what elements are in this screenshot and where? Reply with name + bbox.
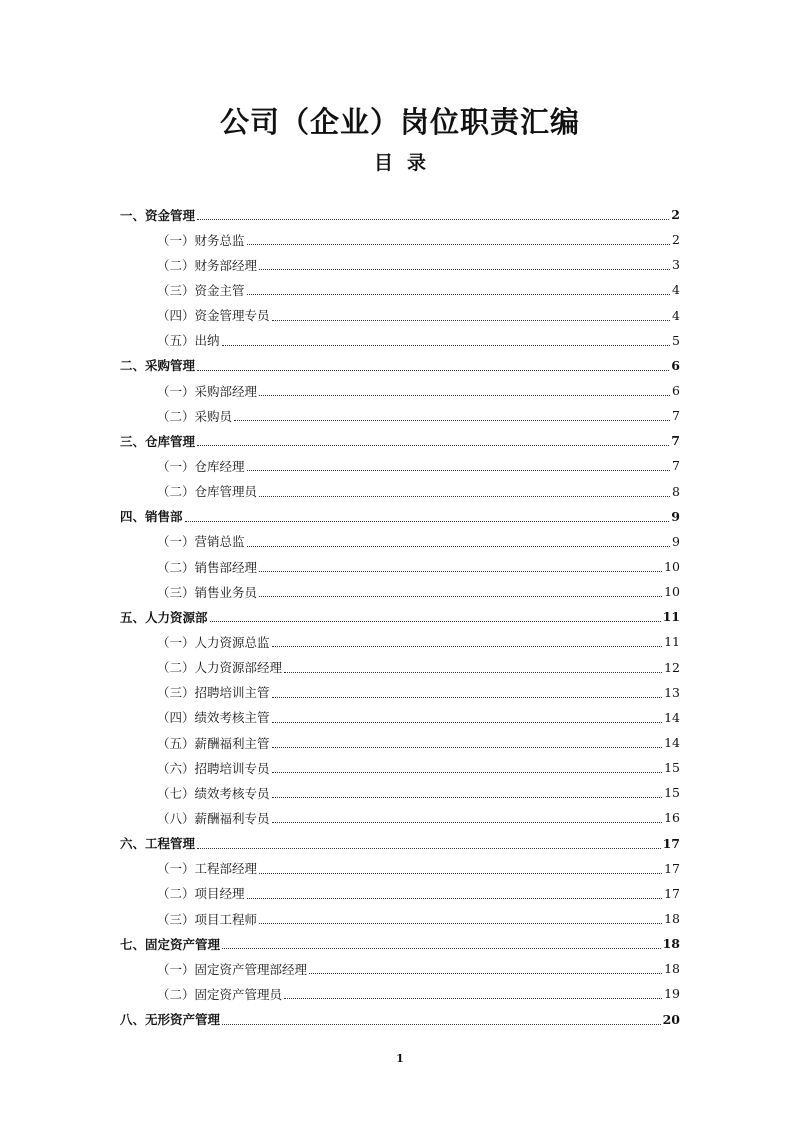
toc-entry-page-number: 20 — [662, 1011, 680, 1027]
toc-subsection-entry[interactable] — [120, 303, 680, 328]
toc-section-entry[interactable] — [120, 504, 680, 529]
toc-entry-page-number: 11 — [664, 634, 680, 650]
toc-entry-title: （一）财务总监 — [157, 232, 245, 248]
toc-entry-title: 八、无形资产管理 — [120, 1012, 221, 1028]
toc-subsection-entry[interactable] — [120, 780, 680, 805]
toc-entry-title: （二）固定资产管理员 — [157, 986, 283, 1002]
toc-entry-page-number: 8 — [672, 483, 680, 499]
toc-subsection-entry[interactable] — [120, 378, 680, 403]
toc-subsection-entry[interactable] — [120, 680, 680, 705]
dot-leader — [272, 797, 663, 798]
toc-subsection-entry[interactable] — [120, 252, 680, 277]
toc-entry-title: （二）项目经理 — [157, 886, 245, 902]
toc-entry-title: （一）仓库经理 — [157, 458, 245, 474]
toc-entry-page-number: 4 — [672, 307, 680, 323]
toc-entry-title: 三、仓库管理 — [120, 433, 196, 449]
toc-entry-page-number: 11 — [662, 609, 680, 625]
toc-entry-page-number: 16 — [664, 810, 680, 826]
toc-section-entry[interactable] — [120, 202, 680, 227]
toc-subsection-entry[interactable] — [120, 755, 680, 780]
toc-subsection-entry[interactable] — [120, 906, 680, 931]
toc-entry-title: （四）绩效考核主管 — [157, 710, 270, 726]
toc-entry-title: （四）资金管理专员 — [157, 308, 270, 324]
toc-entry-page-number: 15 — [664, 760, 680, 776]
toc-subsection-entry[interactable] — [120, 529, 680, 554]
toc-entry-page-number: 12 — [664, 659, 680, 675]
table-of-contents — [120, 202, 680, 1032]
dot-leader — [259, 596, 662, 597]
toc-entry-page-number: 18 — [664, 961, 680, 977]
toc-entry-title: （二）仓库管理员 — [157, 484, 258, 500]
toc-entry-title: （七）绩效考核专员 — [157, 785, 270, 801]
toc-entry-page-number: 9 — [672, 533, 680, 549]
dot-leader — [259, 923, 662, 924]
toc-entry-page-number: 17 — [662, 835, 680, 851]
toc-entry-title: （一）采购部经理 — [157, 383, 258, 399]
dot-leader — [272, 747, 663, 748]
toc-entry-page-number: 6 — [671, 357, 680, 373]
dot-leader — [222, 948, 661, 949]
toc-entry-title: 五、人力资源部 — [120, 609, 208, 625]
dot-leader — [259, 873, 662, 874]
dot-leader — [272, 822, 663, 823]
toc-section-entry[interactable] — [120, 831, 680, 856]
toc-entry-title: （五）出纳 — [157, 333, 220, 349]
dot-leader — [185, 521, 670, 522]
dot-leader — [272, 697, 663, 698]
toc-subsection-entry[interactable] — [120, 881, 680, 906]
toc-section-entry[interactable] — [120, 353, 680, 378]
toc-entry-title: （三）招聘培训主管 — [157, 685, 270, 701]
toc-entry-page-number: 10 — [664, 559, 680, 575]
toc-subsection-entry[interactable] — [120, 554, 680, 579]
toc-entry-page-number: 19 — [664, 986, 680, 1002]
toc-subsection-entry[interactable] — [120, 956, 680, 981]
toc-entry-title: 六、工程管理 — [120, 836, 196, 852]
dot-leader — [259, 571, 662, 572]
toc-entry-page-number: 2 — [671, 207, 680, 223]
dot-leader — [259, 496, 670, 497]
toc-section-entry[interactable] — [120, 428, 680, 453]
toc-entry-page-number: 5 — [672, 332, 680, 348]
dot-leader — [309, 973, 662, 974]
dot-leader — [272, 320, 670, 321]
toc-entry-title: 七、固定资产管理 — [120, 936, 221, 952]
dot-leader — [247, 898, 663, 899]
dot-leader — [247, 294, 670, 295]
toc-entry-page-number: 7 — [671, 433, 680, 449]
dot-leader — [210, 621, 661, 622]
toc-entry-page-number: 17 — [664, 885, 680, 901]
toc-subsection-entry[interactable] — [120, 856, 680, 881]
dot-leader — [247, 546, 670, 547]
toc-entry-title: （一）人力资源总监 — [157, 634, 270, 650]
toc-section-entry[interactable] — [120, 1007, 680, 1032]
toc-entry-title: （三）资金主管 — [157, 282, 245, 298]
dot-leader — [197, 370, 669, 371]
toc-entry-title: （二）销售部经理 — [157, 559, 258, 575]
toc-entry-page-number: 10 — [664, 584, 680, 600]
toc-entry-title: （二）人力资源部经理 — [157, 660, 283, 676]
dot-leader — [234, 420, 670, 421]
toc-section-entry[interactable] — [120, 604, 680, 629]
page-number: 1 — [396, 1052, 404, 1065]
toc-subsection-entry[interactable] — [120, 328, 680, 353]
toc-entry-page-number: 18 — [662, 936, 680, 952]
dot-leader — [197, 445, 669, 446]
toc-subsection-entry[interactable] — [120, 479, 680, 504]
dot-leader — [197, 848, 661, 849]
toc-entry-page-number: 13 — [664, 684, 680, 700]
toc-entry-title: 一、资金管理 — [120, 207, 196, 223]
toc-entry-page-number: 14 — [664, 735, 680, 751]
toc-entry-page-number: 14 — [664, 709, 680, 725]
toc-entry-title: 二、采购管理 — [120, 358, 196, 374]
toc-entry-title: （一）工程部经理 — [157, 861, 258, 877]
toc-entry-title: （二）财务部经理 — [157, 257, 258, 273]
toc-entry-page-number: 3 — [672, 257, 680, 273]
toc-subsection-entry[interactable] — [120, 629, 680, 654]
toc-subsection-entry[interactable] — [120, 579, 680, 604]
dot-leader — [272, 646, 663, 647]
dot-leader — [284, 998, 662, 999]
dot-leader — [272, 722, 663, 723]
toc-entry-page-number: 4 — [672, 282, 680, 298]
toc-subsection-entry[interactable] — [120, 981, 680, 1006]
dot-leader — [222, 345, 670, 346]
toc-entry-page-number: 18 — [664, 911, 680, 926]
dot-leader — [197, 219, 669, 220]
toc-entry-title: （三）销售业务员 — [157, 584, 258, 600]
dot-leader — [259, 269, 670, 270]
toc-subsection-entry[interactable] — [120, 655, 680, 680]
toc-entry-title: （二）采购员 — [157, 408, 233, 424]
toc-entry-page-number: 7 — [672, 408, 680, 424]
toc-entry-page-number: 7 — [672, 458, 680, 474]
toc-section-entry[interactable] — [120, 931, 680, 956]
dot-leader — [284, 672, 662, 673]
toc-entry-page-number: 15 — [664, 785, 680, 801]
toc-entry-title: （八）薪酬福利专员 — [157, 810, 270, 826]
toc-subsection-entry[interactable] — [120, 805, 680, 830]
toc-heading: 目录 — [373, 152, 440, 174]
toc-subsection-entry[interactable] — [120, 453, 680, 478]
toc-entry-title: 四、销售部 — [120, 509, 183, 525]
dot-leader — [259, 395, 670, 396]
toc-subsection-entry[interactable] — [120, 277, 680, 302]
toc-entry-title: （五）薪酬福利主管 — [157, 735, 270, 751]
dot-leader — [247, 244, 670, 245]
toc-entry-title: （一）营销总监 — [157, 534, 245, 550]
toc-entry-title: （一）固定资产管理部经理 — [157, 961, 308, 977]
toc-entry-page-number: 2 — [672, 232, 680, 248]
toc-subsection-entry[interactable] — [120, 227, 680, 252]
toc-subsection-entry[interactable] — [120, 403, 680, 428]
toc-entry-title: （六）招聘培训专员 — [157, 760, 270, 776]
toc-subsection-entry[interactable] — [120, 705, 680, 730]
dot-leader — [247, 470, 670, 471]
dot-leader — [272, 772, 663, 773]
toc-subsection-entry[interactable] — [120, 730, 680, 755]
toc-entry-page-number: 9 — [671, 508, 680, 524]
toc-entry-page-number: 17 — [664, 860, 680, 876]
document-title: 公司（企业）岗位职责汇编 — [219, 105, 580, 139]
dot-leader — [222, 1024, 661, 1025]
toc-entry-title: （三）项目工程师 — [157, 911, 258, 927]
toc-entry-page-number: 6 — [672, 383, 680, 399]
